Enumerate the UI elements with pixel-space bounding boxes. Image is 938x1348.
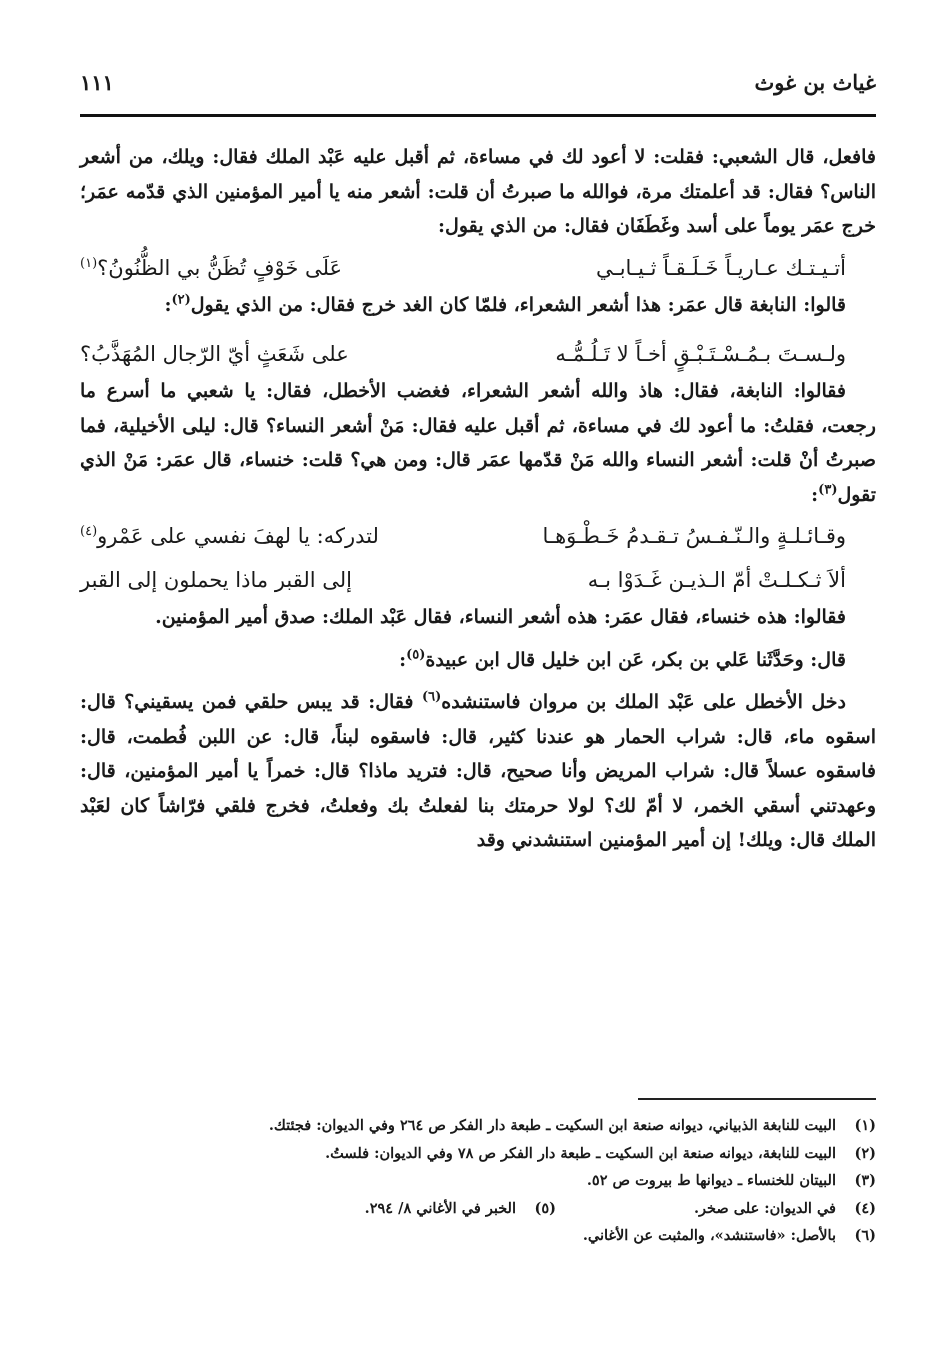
spacer [80, 322, 876, 330]
page-header [80, 66, 876, 106]
paragraph-2-text: قالوا: النابغة قال عمَر: هذا أشعر الشعراء، فلمّا كان الغد خرج فقال: من الذي يقول [190, 293, 846, 316]
paragraph-4-text: فقالوا: هذه خنساء، فقال عمَر: هذه أشعر النساء، فقال عَبْد الملك: صدق أمير المؤمنين. [155, 606, 846, 628]
footnote-1-text: البيت للنابغة الذبياني، ديوانه صنعة ابن السكيت ـ طبعة دار الفكر ص ٢٦٤ وفي الديوان: فجئتك. [268, 1117, 836, 1134]
verse-1-second-hemistich [80, 248, 342, 288]
verse-4-second-hemistich: إلى القبر ماذا يحملون إلى القبر [80, 568, 353, 592]
verse-2 [80, 330, 876, 374]
verse-2-second-hemistich: على شَعَثٍ أيّ الرّجال المُهَذَّبُ؟ [80, 342, 349, 366]
paragraph-5 [80, 643, 876, 678]
footnote-ref-3[interactable]: (٣) [818, 482, 838, 498]
verse-3-second-text: لتدركه: يا لهفَ نفسي على عَمْرو [97, 524, 379, 548]
footnote-5-number: (٥) [534, 1199, 556, 1217]
footnote-5 [236, 1195, 556, 1223]
footnote-6 [80, 1222, 876, 1250]
verse-4-first-hemistich: ألاَ ثـكـلـتْ أمّ الـذيـن غَـدَوْا بـه [587, 568, 846, 592]
paragraph-6-start: دخل الأخطل على عَبْد الملك بن مروان فاستنشده [441, 691, 846, 713]
verse-4 [80, 556, 876, 600]
spacer [80, 677, 876, 685]
footnote-6-number: (٦) [854, 1227, 876, 1244]
verse-1-first-hemistich: أتـيـتـك عـاريـاً خَـلَـقـاً ثـيـابـي [596, 255, 846, 280]
spacer [80, 635, 876, 643]
footnote-5-text: الخبر في الأغاني ٨/ ٢٩٤. [364, 1199, 516, 1217]
footnote-rule [638, 1098, 876, 1100]
footnote-3 [80, 1167, 876, 1195]
footnote-3-number: (٣) [854, 1172, 876, 1189]
verse-1 [80, 244, 876, 288]
verse-3-second-hemistich [80, 516, 379, 556]
verse-1-second-text: عَلَى خَوْفٍ تُظَنُّ بي الظُّنُونُ؟ [97, 255, 343, 280]
header-rule [80, 114, 876, 117]
paragraph-6 [80, 685, 876, 858]
paragraph-4 [80, 600, 876, 635]
footnote-2-number: (٢) [854, 1144, 876, 1162]
paragraph-3-colon: : [811, 483, 819, 506]
paragraph-3 [80, 374, 876, 512]
footnote-6-text: بالأصل: «فاستنشد»، والمثبت عن الأغاني. [582, 1227, 836, 1244]
running-title: غياث بن غوث [754, 70, 876, 95]
footnote-4 [556, 1195, 876, 1223]
footnote-2 [80, 1140, 876, 1168]
paragraph-1-text: فافعل، قال الشعبي: فقلت: لا أعود لك في مساءة، ثم أقبل عليه عَبْد الملك فقال: ويلك، من أشعر الناس؟ فقال: قد أعلمتك مرة، فوالله ما صبرتُ أن قلت: أشعر منه يا أمير المؤمنين الذي قدّمه عمَر؛ خرج عمَر يوماً على أسد وغَطَفَان فقال: من الذي يقول: [80, 146, 876, 237]
footnote-2-text: البيت للنابغة، ديوانه صنعة ابن السكيت ـ طبعة دار الفكر ص ٧٨ وفي الديوان: فلستُ. [325, 1144, 836, 1162]
footnote-ref-4[interactable]: (٤) [80, 524, 98, 539]
footnote-1 [80, 1112, 876, 1140]
footnote-1-number: (١) [854, 1117, 876, 1134]
footnote-4-number: (٤) [854, 1199, 876, 1217]
footnote-ref-6[interactable]: (٦) [422, 689, 442, 705]
verse-3 [80, 512, 876, 556]
page-number: ١١١ [80, 70, 114, 95]
paragraph-5-colon: : [399, 648, 407, 671]
paragraph-3-text: فقالوا: النابغة، فقال: هاذ والله أشعر الشعراء، فغضب الأخطل، فقال: يا شعبي ما أسرع ما رجعت، فقلتُ: ما أعود لك في مساءة، ثم أقبل عليه فقال: مَنْ أشعر النساء؟ قال: ليلى الأخيلية، فما صبرتُ أنْ قلت: أشعر النساء والله مَنْ قدّمها عمَر قال: ومن هي؟ قلت: خنساء، قال عمَر: مَنْ الذي تقول [80, 380, 876, 506]
main-text [80, 140, 876, 858]
paragraph-2 [80, 288, 876, 323]
footnote-ref-1[interactable]: (١) [80, 255, 98, 271]
footnote-ref-2[interactable]: (٢) [171, 292, 191, 308]
footnote-ref-5[interactable]: (٥) [406, 647, 426, 663]
footnotes [80, 1112, 876, 1250]
paragraph-1 [80, 140, 876, 244]
verse-3-first-hemistich: وقـائـلـةٍ والـنّـفـسُ تـقـدمُ خَـطْـوَهـا [542, 524, 846, 548]
paragraph-6-text: فقال: قد يبس حلقي فمن يسقيني؟ قال: اسقوه ماء، قال: شراب الحمار هو عندنا كثير، قال: فاسقوه لبناً، قال: عن اللبن فُطمت، قال: فاسقوه عسلاً قال: شراب المريض وأنا صحيح، قال: فتريد ماذا؟ قال: خمراً يا أمير المؤمنين، قال: وعهدتني أسقي الخمر، لا أمّ لك؟ لولا حرمتك بنا لفعلتُ بك وفعلتُ، فخرج فلقي فرّاشاً كان لعَبْد الملك قال: ويلك! إن أمير المؤمنين استنشدني وقد [80, 691, 876, 851]
paragraph-5-text: وحَدَّثَنا عَلي بن بكر، عَن ابن خليل قال ابن عبيدة [425, 648, 811, 671]
verse-2-first-hemistich: ولـسـتَ بـمُـسْـتَـبْـقٍ أخـاً لا تَـلُـمُّـه [555, 342, 846, 366]
paragraph-2-colon: : [164, 293, 172, 316]
footnote-3-text: البيتان للخنساء ـ ديوانها ط بيروت ص ٥٢. [586, 1172, 836, 1189]
footnote-4-text: في الديوان: على صخر. [693, 1199, 836, 1217]
footnote-pair-4-5 [80, 1195, 876, 1223]
paragraph-5-label: قال: [810, 648, 846, 671]
